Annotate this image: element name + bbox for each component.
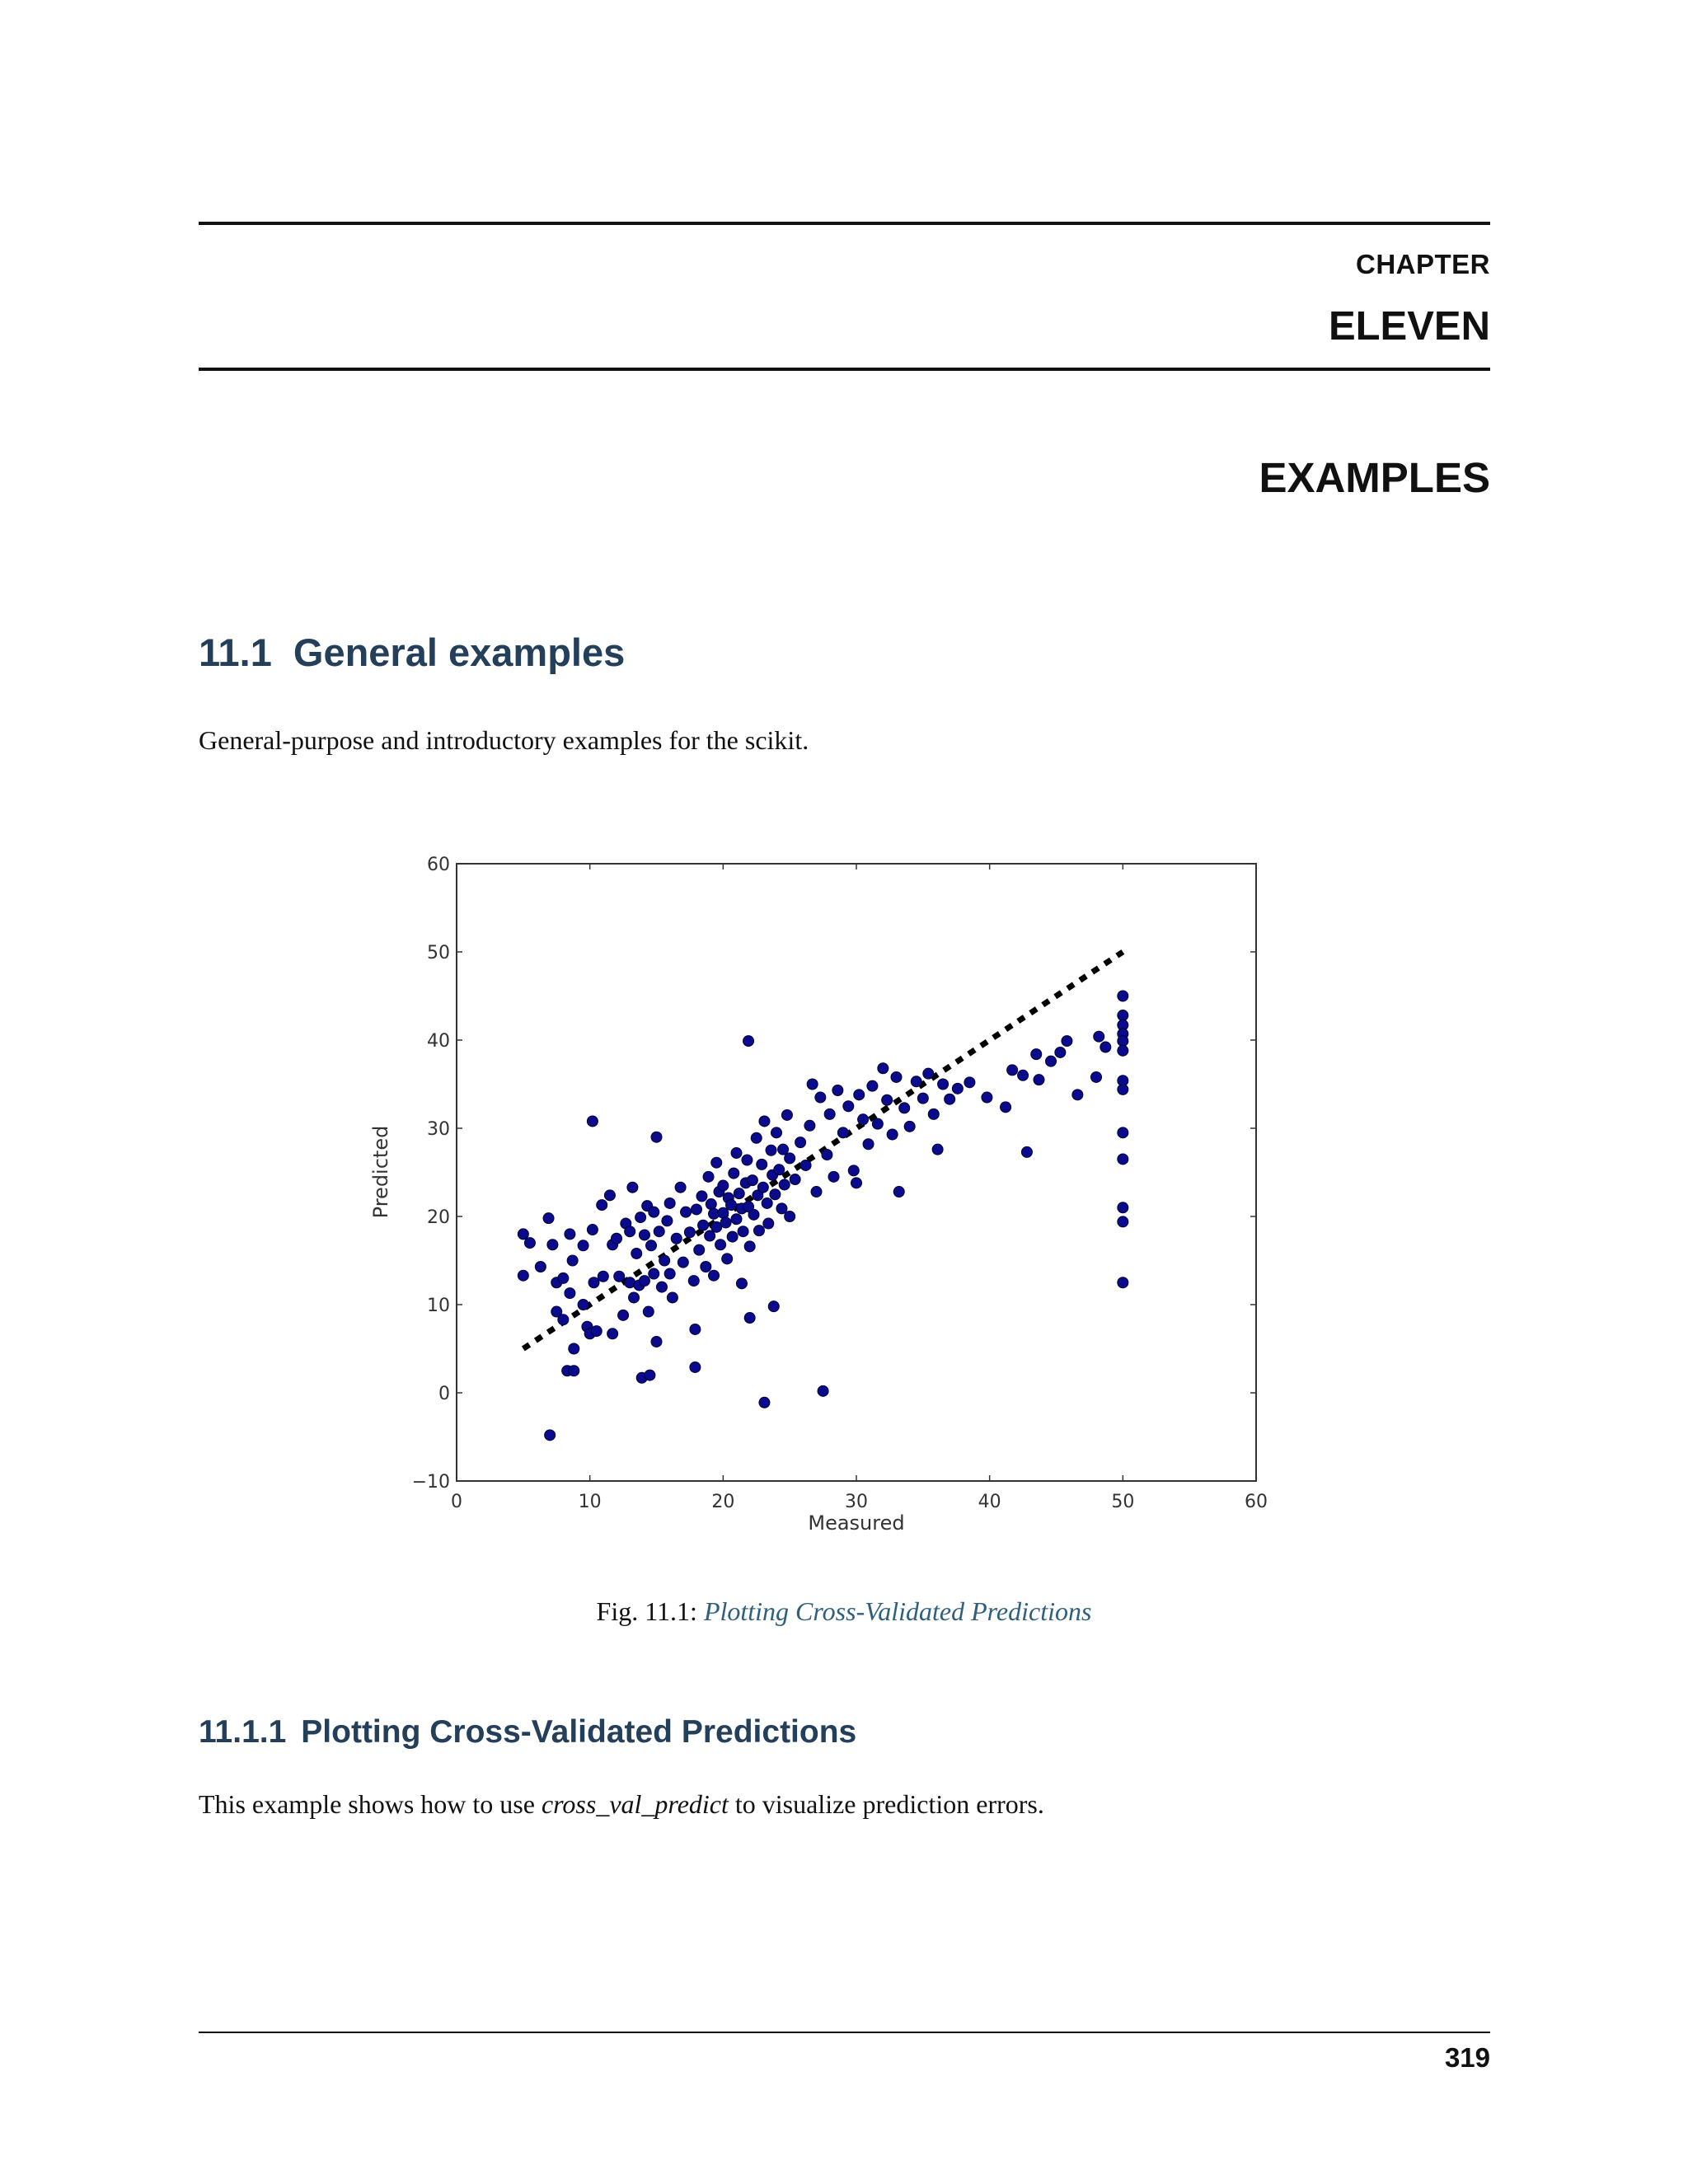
data-point <box>1034 1075 1044 1085</box>
data-point <box>982 1092 992 1103</box>
data-point <box>587 1116 598 1127</box>
data-point <box>1007 1065 1018 1076</box>
data-point <box>651 1132 662 1142</box>
data-point <box>1031 1049 1042 1060</box>
data-point <box>778 1144 789 1155</box>
data-point <box>904 1121 915 1132</box>
data-point <box>569 1366 579 1376</box>
data-point <box>828 1171 839 1182</box>
data-point <box>771 1127 782 1138</box>
data-point <box>684 1227 695 1238</box>
data-point <box>645 1370 655 1380</box>
data-point <box>692 1204 702 1215</box>
data-point <box>1118 1010 1128 1021</box>
data-point <box>785 1153 795 1164</box>
data-point <box>703 1171 714 1182</box>
data-point <box>815 1092 826 1103</box>
data-point <box>591 1326 602 1337</box>
subsection-text-before: This example shows how to use <box>199 1789 542 1819</box>
data-point <box>893 1187 904 1197</box>
subsection-text-after: to visualize prediction errors. <box>728 1789 1044 1819</box>
data-point <box>759 1116 770 1127</box>
data-point <box>785 1212 795 1222</box>
data-point <box>753 1226 764 1236</box>
data-point <box>696 1191 707 1202</box>
data-point <box>743 1036 754 1047</box>
data-point <box>614 1271 625 1282</box>
x-axis-label: Measured <box>808 1511 905 1535</box>
data-point <box>524 1238 535 1249</box>
data-point <box>763 1218 774 1229</box>
page-number: 319 <box>1444 2042 1490 2073</box>
chapter-label: CHAPTER <box>1355 249 1490 279</box>
data-point <box>744 1313 755 1324</box>
data-point <box>681 1207 692 1217</box>
data-point <box>1118 1036 1128 1047</box>
data-point <box>631 1248 642 1258</box>
data-point <box>612 1233 622 1244</box>
data-point <box>863 1139 874 1150</box>
section-number: 11.1 <box>199 630 272 674</box>
data-point <box>667 1292 678 1303</box>
data-point <box>688 1276 699 1286</box>
data-point <box>565 1229 575 1240</box>
data-point <box>711 1157 722 1168</box>
data-point <box>690 1324 701 1334</box>
data-point <box>567 1255 578 1266</box>
data-point <box>649 1268 659 1279</box>
data-point <box>731 1147 742 1158</box>
data-point <box>911 1076 921 1087</box>
subsection-text <box>199 1789 1044 1820</box>
data-point <box>618 1310 629 1320</box>
data-point <box>742 1155 753 1165</box>
data-point <box>1094 1031 1104 1042</box>
data-point <box>790 1174 800 1185</box>
data-point <box>757 1182 768 1193</box>
data-point <box>832 1085 843 1095</box>
data-point <box>1091 1071 1102 1082</box>
data-point <box>824 1108 835 1119</box>
data-point <box>675 1182 686 1193</box>
y-tick-label: 30 <box>427 1119 450 1140</box>
data-point <box>709 1270 720 1281</box>
data-point <box>1001 1102 1011 1113</box>
y-tick-label: 0 <box>438 1384 450 1404</box>
x-tick-label: 10 <box>578 1492 602 1512</box>
data-point <box>718 1180 729 1191</box>
data-point <box>952 1083 963 1094</box>
data-point <box>588 1277 599 1288</box>
data-point <box>822 1150 832 1160</box>
data-point <box>587 1225 598 1235</box>
section-intro: General-purpose and introductory examples for the scikit. <box>199 725 809 755</box>
data-point <box>662 1216 673 1226</box>
data-point <box>923 1068 934 1079</box>
footer-rule <box>199 2032 1490 2033</box>
data-point <box>651 1336 662 1347</box>
data-point <box>854 1090 865 1100</box>
data-point <box>656 1282 667 1292</box>
data-point <box>598 1271 608 1282</box>
caption-link[interactable]: Plotting Cross-Validated Predictions <box>703 1596 1092 1626</box>
data-point <box>646 1240 657 1251</box>
x-tick-label: 20 <box>711 1492 735 1512</box>
data-point <box>766 1145 776 1155</box>
data-point <box>547 1240 558 1250</box>
scatter-chart <box>354 832 1278 1558</box>
data-point <box>795 1137 806 1148</box>
figure-scatter-plot <box>354 832 1278 1558</box>
data-point <box>604 1190 615 1201</box>
data-point <box>759 1397 770 1408</box>
data-point <box>565 1288 575 1299</box>
data-point <box>1055 1047 1066 1057</box>
data-point <box>800 1160 811 1170</box>
data-point <box>701 1261 711 1272</box>
x-tick-label: 0 <box>451 1492 462 1512</box>
data-point <box>964 1077 975 1088</box>
chapter-title: EXAMPLES <box>1259 454 1490 501</box>
data-point <box>837 1127 848 1138</box>
data-point <box>518 1270 528 1281</box>
data-point <box>569 1343 579 1354</box>
data-point <box>807 1079 818 1090</box>
y-tick-label: 60 <box>427 855 450 875</box>
data-point <box>744 1241 755 1252</box>
data-point <box>747 1175 757 1186</box>
data-point <box>757 1159 767 1169</box>
data-point <box>698 1220 709 1230</box>
data-point <box>1018 1070 1029 1080</box>
data-point <box>558 1272 569 1283</box>
data-point <box>727 1231 738 1242</box>
data-point <box>558 1315 569 1325</box>
data-point <box>851 1178 862 1188</box>
data-point <box>1118 1202 1128 1213</box>
section-title: General examples <box>293 630 626 674</box>
data-point <box>627 1182 638 1193</box>
data-point <box>535 1261 546 1272</box>
data-point <box>938 1079 949 1090</box>
data-point <box>543 1213 554 1224</box>
data-point <box>768 1301 779 1312</box>
y-axis-label: Predicted <box>369 1125 392 1219</box>
data-point <box>734 1188 744 1199</box>
data-point <box>736 1278 747 1289</box>
data-point <box>625 1226 635 1237</box>
chapter-top-rule <box>199 222 1490 225</box>
x-tick-label: 50 <box>1111 1492 1135 1512</box>
data-point <box>867 1080 878 1091</box>
data-point <box>578 1300 588 1310</box>
chapter-number: ELEVEN <box>1328 304 1490 349</box>
data-point <box>1021 1146 1032 1157</box>
data-point <box>731 1214 742 1225</box>
y-tick-label: 10 <box>427 1296 450 1316</box>
data-point <box>1072 1090 1083 1100</box>
data-point <box>811 1187 822 1197</box>
data-point <box>762 1197 772 1208</box>
data-point <box>738 1226 748 1237</box>
data-point <box>639 1276 649 1286</box>
data-point <box>659 1255 670 1266</box>
data-point <box>629 1292 640 1303</box>
data-point <box>545 1430 556 1441</box>
data-point <box>781 1109 792 1120</box>
data-point <box>804 1120 815 1131</box>
data-point <box>722 1254 733 1264</box>
data-point <box>748 1209 759 1220</box>
data-point <box>578 1240 588 1251</box>
data-point <box>1118 1277 1128 1288</box>
subsection-heading <box>199 1714 856 1750</box>
data-point <box>643 1306 654 1317</box>
data-point <box>729 1168 739 1179</box>
section-heading <box>199 630 625 675</box>
data-point <box>671 1233 682 1244</box>
subsection-number: 11.1.1 <box>199 1714 287 1750</box>
data-point <box>928 1108 939 1119</box>
data-point <box>1118 1084 1128 1094</box>
data-point <box>664 1268 675 1279</box>
data-point <box>705 1230 715 1241</box>
data-point <box>639 1230 649 1240</box>
data-point <box>607 1329 618 1339</box>
figure-caption <box>0 1596 1688 1627</box>
x-tick-label: 60 <box>1245 1492 1268 1512</box>
data-point <box>518 1229 528 1240</box>
x-tick-label: 40 <box>978 1492 1001 1512</box>
data-point <box>1118 1045 1128 1056</box>
data-point <box>932 1144 943 1155</box>
data-point <box>776 1203 787 1214</box>
data-point <box>1118 1216 1128 1227</box>
data-point <box>891 1071 902 1082</box>
caption-label: Fig. 11.1: <box>596 1596 697 1626</box>
data-point <box>694 1244 705 1255</box>
data-point <box>779 1179 790 1190</box>
data-point <box>878 1063 889 1074</box>
data-point <box>887 1129 898 1140</box>
subsection-title: Plotting Cross-Validated Predictions <box>301 1714 857 1750</box>
data-point <box>649 1207 659 1217</box>
y-tick-label: 50 <box>427 943 450 963</box>
data-point <box>635 1212 646 1223</box>
data-point <box>1118 1127 1128 1138</box>
data-point <box>945 1094 955 1104</box>
y-tick-label: −10 <box>411 1472 450 1493</box>
data-point <box>843 1101 854 1112</box>
data-point <box>872 1118 883 1129</box>
data-point <box>882 1094 893 1105</box>
x-tick-label: 30 <box>845 1492 868 1512</box>
data-point <box>706 1199 716 1210</box>
data-point <box>848 1165 859 1176</box>
data-point <box>726 1200 737 1211</box>
data-point <box>1062 1036 1072 1047</box>
data-point <box>818 1385 828 1396</box>
y-tick-label: 20 <box>427 1207 450 1228</box>
data-point <box>1118 1154 1128 1165</box>
chapter-bottom-rule <box>199 368 1490 371</box>
code-reference: cross_val_predict <box>541 1789 729 1819</box>
data-point <box>751 1132 762 1143</box>
data-point <box>715 1240 726 1250</box>
data-point <box>654 1226 664 1237</box>
y-tick-label: 40 <box>427 1031 450 1052</box>
data-point <box>917 1093 928 1104</box>
data-point <box>1046 1056 1057 1066</box>
data-point <box>1100 1042 1111 1052</box>
data-point <box>720 1217 731 1228</box>
data-point <box>899 1103 910 1113</box>
data-point <box>774 1165 785 1175</box>
data-point <box>770 1189 781 1200</box>
data-point <box>718 1207 729 1218</box>
data-point <box>664 1197 675 1208</box>
data-point <box>678 1257 688 1268</box>
data-point <box>1118 991 1128 1001</box>
data-point <box>597 1200 607 1211</box>
data-point <box>858 1114 869 1125</box>
data-point <box>690 1361 701 1372</box>
